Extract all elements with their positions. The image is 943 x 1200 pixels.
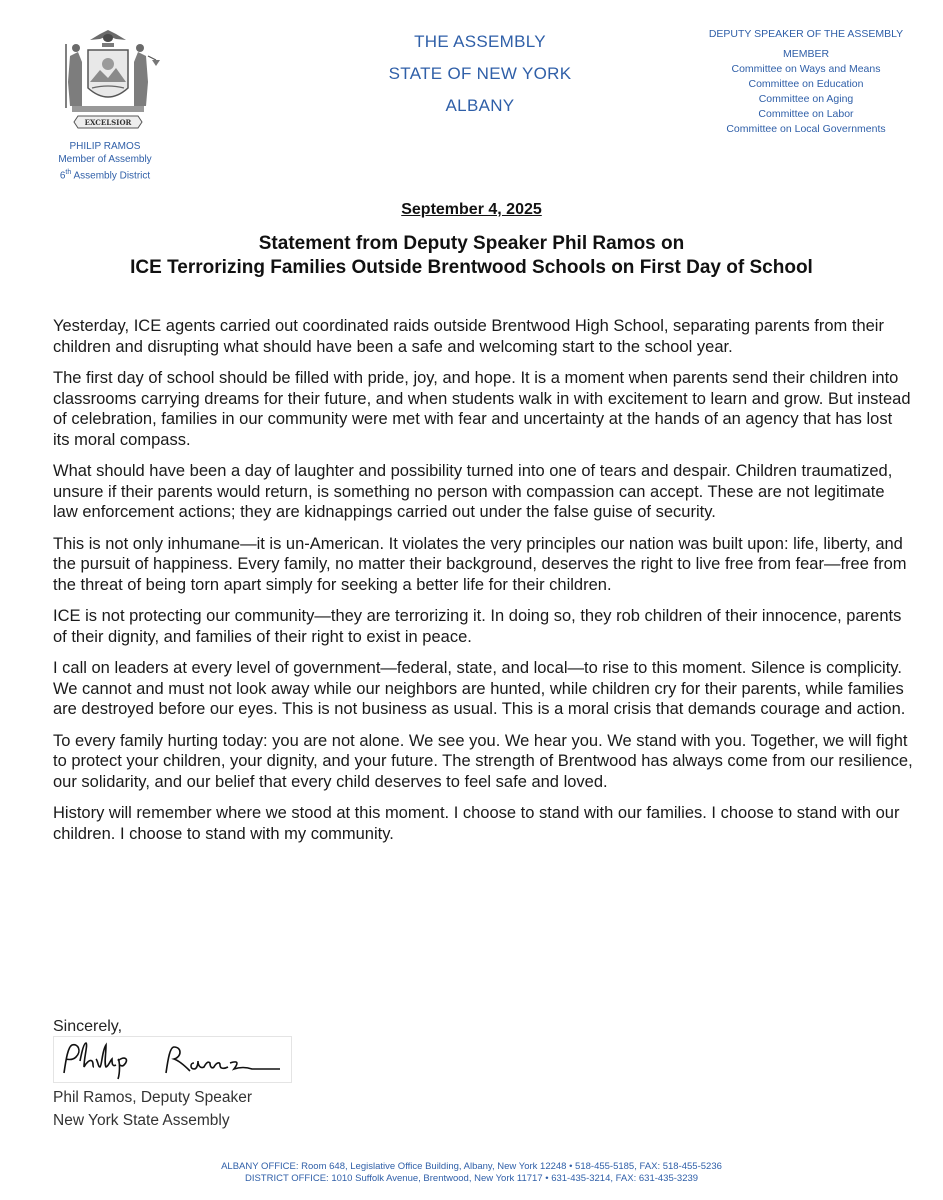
statement-headline <box>0 232 943 280</box>
assembly-heading <box>330 26 630 122</box>
signature-icon <box>54 1037 291 1082</box>
body-paragraph: ICE is not protecting our community—they are terrorizing it. In doing so, they rob children of their innocence, parents of their dignity, and families of their right to exist in peace. <box>53 607 902 646</box>
city-line: ALBANY <box>445 96 515 115</box>
ny-state-seal <box>52 26 164 134</box>
committee-block <box>690 27 922 137</box>
deputy-speaker-title: DEPUTY SPEAKER OF THE ASSEMBLY <box>708 28 904 40</box>
committee-item: Committee on Aging <box>758 93 854 105</box>
body-paragraph: The first day of school should be filled with pride, joy, and hope. It is a moment when parents send their children into classrooms carrying dreams for their future, and when students walk in with excitement to learn and grow. But instead of celebration, families in our community were met with fear and uncertainty at the hands of an agency that has lost its moral compass. <box>53 369 911 449</box>
body-paragraph: History will remember where we stood at this moment. I choose to stand with our families. I choose to stand with our children. I choose to stand with my community. <box>53 804 900 843</box>
district-office: DISTRICT OFFICE: 1010 Suffolk Avenue, Brentwood, New York 11717 • 631-435-3214, FAX: 631-435-3239 <box>244 1172 699 1184</box>
body-paragraph: To every family hurting today: you are not alone. We see you. We hear you. We stand with you. Together, we will fight to protect your children, your dignity, and your future. The strength of Brentwood has always come from our resilience, our solidarity, and our belief that every child deserves to feel safe and loved. <box>53 731 913 791</box>
signature <box>53 1036 292 1083</box>
committee-item: Committee on Education <box>748 78 864 90</box>
body-paragraph: What should have been a day of laughter and possibility turned into one of tears and despair. Children traumatized, unsure if their parents would return, is something no person with compassion can accept. These are not legitimate law enforcement actions; they are kidnappings carried out under the false guise of security. <box>53 462 893 521</box>
albany-office: ALBANY OFFICE: Room 648, Legislative Office Building, Albany, New York 12248 • 518-455-5185, FAX: 518-455-5236 <box>221 1161 722 1172</box>
body-paragraph: I call on leaders at every level of government—federal, state, and local—to rise to this moment. Silence is complicity. We cannot and must not look away while our neighbors are hunted, while children cry for their parents, while families are destroyed before our eyes. This is not business as usual. This is a moral crisis that demands courage and action. <box>53 659 906 718</box>
headline-line: Statement from Deputy Speaker Phil Ramos on <box>258 233 685 254</box>
member-district: 6th Assembly District <box>59 169 151 182</box>
signer-block <box>53 1086 252 1132</box>
signer-organization: New York State Assembly <box>53 1112 230 1129</box>
committee-item: Committee on Labor <box>758 108 854 120</box>
state-line: STATE OF NEW YORK <box>388 64 572 83</box>
committee-item: Committee on Local Governments <box>726 123 886 135</box>
statement-date: September 4, 2025 <box>401 201 542 218</box>
body-paragraph: Yesterday, ICE agents carried out coordinated raids outside Brentwood High School, separating parents from their children and disrupting what should have been a safe and welcoming start to the school year. <box>53 317 884 356</box>
member-role: Member of Assembly <box>58 154 152 165</box>
signer-name-title: Phil Ramos, Deputy Speaker <box>53 1089 253 1106</box>
statement-body <box>53 316 913 855</box>
seal-motto: EXCELSIOR <box>84 118 132 127</box>
member-identity <box>30 140 180 182</box>
assembly-line: THE ASSEMBLY <box>414 32 546 51</box>
member-name: PHILIP RAMOS <box>69 141 141 152</box>
member-label: MEMBER <box>782 48 830 60</box>
seal-icon <box>52 26 164 134</box>
closing-salutation: Sincerely, <box>53 1018 123 1035</box>
committee-item: Committee on Ways and Means <box>731 63 881 75</box>
body-paragraph: This is not only inhumane—it is un-American. It violates the very principles our nation was built upon: life, liberty, and the pursuit of happiness. Every family, no matter their background, deserves the right to live free from fear—free from the threat of being torn apart simply for seeking a better life for their children. <box>53 534 907 594</box>
office-footer <box>0 1161 943 1184</box>
headline-line: ICE Terrorizing Families Outside Brentwood Schools on First Day of School <box>130 257 813 278</box>
